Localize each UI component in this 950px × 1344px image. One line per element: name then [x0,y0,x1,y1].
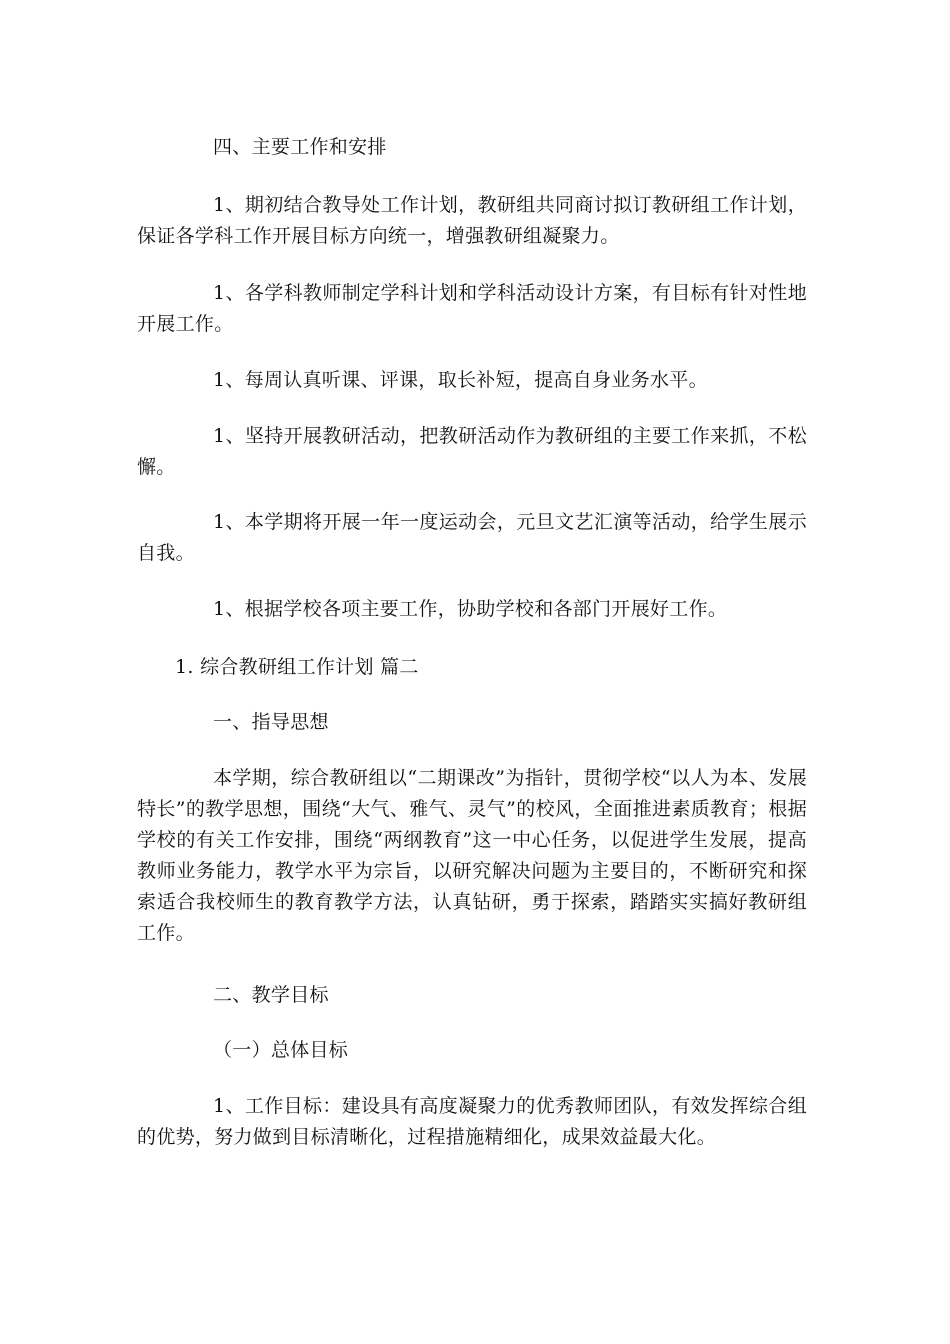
list-item: 1、期初结合教导处工作计划，教研组共同商讨拟订教研组工作计划，保证各学科工作开展目标方向统一，增强教研组凝聚力。 [137,194,807,247]
list-item: 1、每周认真听课、评课，取长补短，提高自身业务水平。 [213,369,708,391]
subsection-heading-overall-goals: （一）总体目标 [213,1039,349,1061]
guiding-ideology-paragraph: 本学期，综合教研组以“二期课改”为指针，贯彻学校“以人为本、发展特长”的教学思想，围绕“大气、雅气、灵气”的校风，全面推进素质教育；根据学校的有关工作安排，围绕“两纲教育”这一中心任务，以促进学生发展，提高教师业务能力，教学水平为宗旨，以研究解决问题为主要目的，不断研究和探索适合我校师生的教育教学方法，认真钻研，勇于探索，踏踏实实搞好教研组工作。 [137,767,807,944]
part-two-title: 1. 综合教研组工作计划 篇二 [175,656,419,678]
list-item: 1、本学期将开展一年一度运动会，元旦文艺汇演等活动，给学生展示自我。 [137,511,807,564]
section-heading-teaching-goals: 二、教学目标 [213,984,329,1006]
section-heading-main-work: 四、主要工作和安排 [213,136,387,158]
section-heading-guiding-ideology: 一、指导思想 [213,711,329,733]
work-goal-paragraph: 1、工作目标：建设具有高度凝聚力的优秀教师团队，有效发挥综合组的优势，努力做到目标清晰化，过程措施精细化，成果效益最大化。 [137,1095,807,1148]
list-item: 1、根据学校各项主要工作，协助学校和各部门开展好工作。 [213,598,728,620]
list-item: 1、各学科教师制定学科计划和学科活动设计方案，有目标有针对性地开展工作。 [137,282,807,335]
list-item: 1、坚持开展教研活动，把教研活动作为教研组的主要工作来抓，不松懈。 [137,425,807,478]
